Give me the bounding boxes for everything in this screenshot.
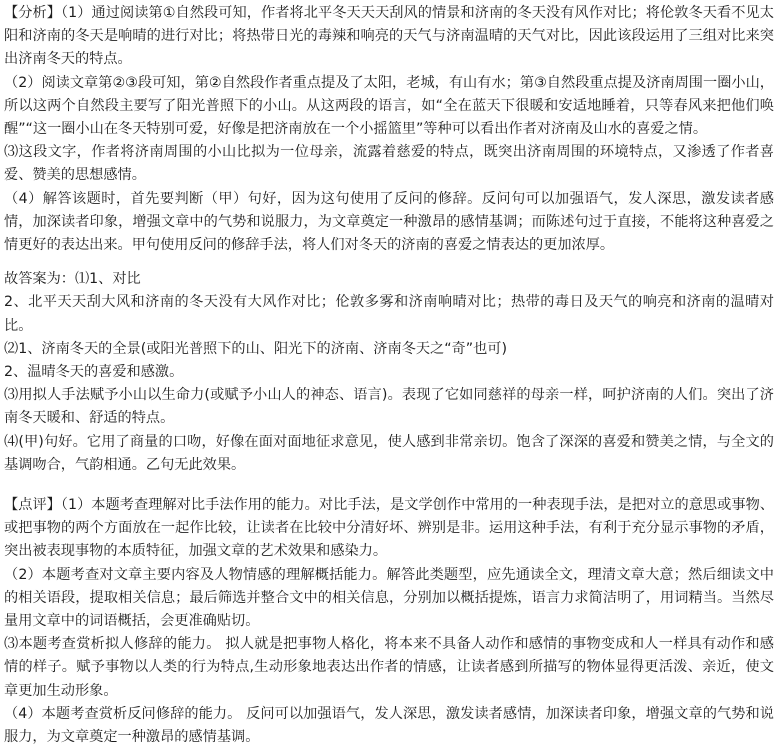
section-spacer [4, 257, 774, 268]
answer-section [4, 268, 774, 477]
review-paragraph-4: （4）本题考查赏析反问修辞的能力。 反问可以加强语气，发人深思，激发读者感情，加深读者印象，增强文章的气势和说服力，为文章奠定一种激昂的感情基调。 [4, 705, 774, 746]
analysis-section [4, 2, 774, 257]
answer-line-5: ⑶用拟人手法赋予小山以生命力(或赋予小山人的神态、语言)。表现了它如同慈祥的母亲一样，呵护济南的人们。突出了济南冬天暖和、舒适的特点。 [4, 387, 774, 427]
analysis-paragraph-2: （2）阅读文章第②③段可知，第②自然段作者重点提及了太阳，老城，有山有水；第③自然段重点提及济南周围一圈小山，所以这两个自然段主要写了阳光普照下的小山。从这两段的语言，如“全在蓝天下很暖和安适地睡着，只等春风来把他们唤醒”“这一圈小山在冬天特别可爱，好像是把济南放在一个小摇篮里”等种可以看出作者对济南及山水的喜爱之情。 [4, 74, 774, 138]
analysis-paragraph-3: ⑶这段文字，作者将济南周围的小山比拟为一位母亲，流露着慈爱的特点，既突出济南周围的环境特点，又渗透了作者喜爱、赞美的思想感情。 [4, 144, 774, 184]
review-paragraph-2: （2）本题考查对文章主要内容及人物情感的理解概括能力。解答此类题型，应先通读全文，理清文章大意；然后细读文中的相关语段，提取相关信息；最后筛选并整合文中的相关信息，分别加以概括提炼，语言力求简洁明了，用词精当。当然尽量用文章中的词语概括，会更准确贴切。 [4, 566, 774, 630]
answer-line-1: 故答案为：⑴1、对比 [4, 271, 141, 288]
answer-line-4: 2、温晴冬天的喜爱和感激。 [4, 364, 184, 381]
answer-line-6: ⑷(甲)句好。它用了商量的口吻，好像在面对面地征求意见，使人感到非常亲切。饱含了深深的喜爱和赞美之情，与全文的基调吻合，气韵相通。乙句无此效果。 [4, 433, 774, 473]
review-paragraph-1: 【点评】（1）本题考查理解对比手法作用的能力。对比手法，是文学创作中常用的一种表现手法，是把对立的意思或事物、或把事物的两个方面放在一起作比较，让读者在比较中分清好坏、辨别是非。运用这种手法，有利于充分显示事物的矛盾，突出被表现事物的本质特征，加强文章的艺术效果和感染力。 [4, 497, 774, 560]
review-section [4, 494, 774, 749]
answer-line-3: ⑵1、济南冬天的全景(或阳光普照下的山、阳光下的济南、济南冬天之“奇”也可) [4, 340, 507, 357]
analysis-paragraph-4: （4）解答该题时，首先要判断（甲）句好，因为这句使用了反问的修辞。反问句可以加强语气，发人深思，激发读者感情，加深读者印象，增强文章中的气势和说服力，为文章奠定一种激昂的感情基调；而陈述句过于直接，不能将这种喜爱之情更好的表达出来。甲句使用反问的修辞手法，将人们对冬天的济南的喜爱之情表达的更加浓厚。 [4, 190, 774, 254]
review-paragraph-3: ⑶本题考查赏析拟人修辞的能力。 拟人就是把事物人格化，将本来不具备人动作和感情的事物变成和人一样具有动作和感情的样子。赋予事物以人类的行为特点,生动形象地表达出作者的情感，让读者感到所描写的物体显得更活泼、亲近，使文章更加生动形象。 [4, 636, 774, 699]
answer-line-2: 2、北平天天刮大风和济南的冬天没有大风作对比；伦敦多雾和济南响晴对比；热带的毒日及天气的响亮和济南的温晴对比。 [4, 294, 774, 334]
analysis-paragraph-1: 【分析】（1）通过阅读第①自然段可知，作者将北平冬天天天刮风的情景和济南的冬天没有风作对比；将伦敦冬天看不见太阳和济南的冬天是响晴的进行对比；将热带日光的毒辣和响亮的天气与济南温晴的天气对比，因此该段运用了三组对比来突出济南冬天的特点。 [4, 5, 774, 68]
section-spacer [4, 477, 774, 494]
